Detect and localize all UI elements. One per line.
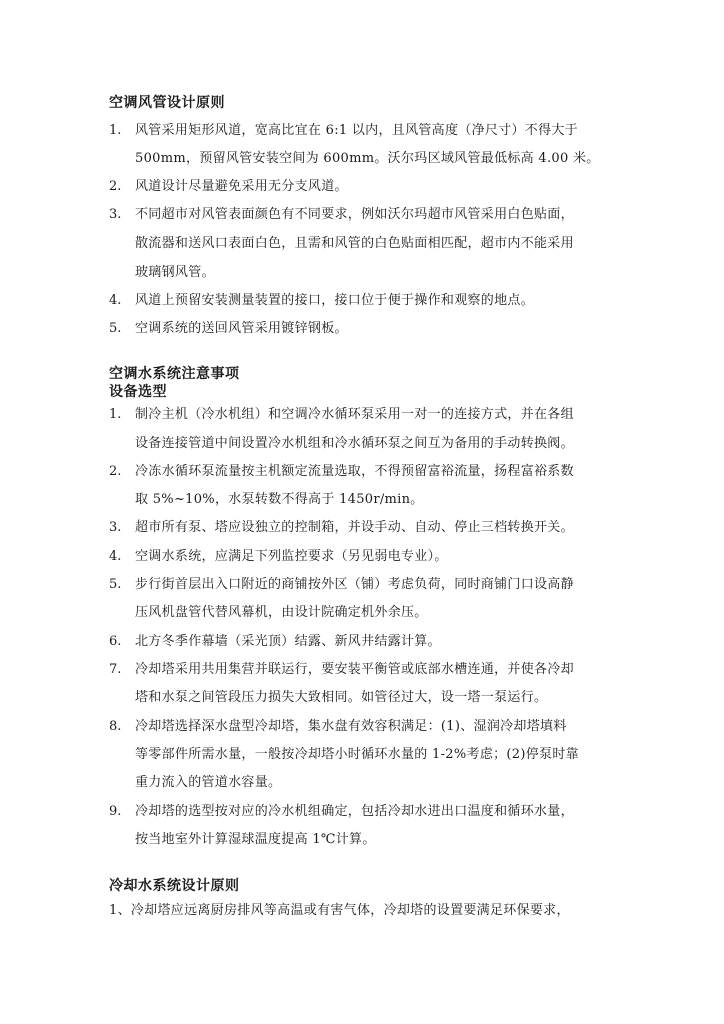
list-text: 500mm，预留风管安装空间为 600mm。沃尔玛区域风管最低标高 4.00 米。	[135, 151, 600, 166]
list-number: 1.	[109, 407, 122, 422]
list-number: 1.	[109, 123, 122, 138]
list-text: 塔和水泵之间管段压力损失大致相同。如管径过大，设一塔一泵运行。	[135, 690, 548, 705]
list-text: 等零部件所需水量，一般按冷却塔小时循环水量的 1-2%考虑；(2)停泵时靠	[135, 747, 579, 762]
list-number: 3.	[109, 520, 122, 535]
list-number: 9.	[109, 804, 122, 819]
list-number: 5.	[109, 577, 122, 592]
section-subtitle-equipment: 设备选型	[109, 384, 167, 400]
list-text: 取 5%~10%，水泵转数不得高于 1450r/min。	[135, 492, 424, 507]
list-text: 步行街首层出入口附近的商铺按外区（铺）考虑负荷，同时商铺门口设高静	[135, 577, 574, 592]
list-text: 冷却塔的选型按对应的冷水机组确定，包括冷却水进出口温度和循环水量，	[135, 804, 574, 819]
list-text: 风道设计尽量避免采用无分支风道。	[135, 179, 348, 194]
list-text: 玻璃钢风管。	[135, 265, 215, 280]
paragraph-cooling: 1、冷却塔应远离厨房排风等高温或有害气体，冷却塔的设置要满足环保要求，	[109, 903, 570, 918]
list-text: 冷却塔采用共用集营并联运行，要安装平衡管或底部水槽连通，并使各冷却	[135, 662, 574, 677]
list-text: 冷却塔选择深水盘型冷却塔，集水盘有效容积满足：(1)、湿润冷却塔填料	[135, 719, 567, 734]
list-number: 8.	[109, 719, 122, 734]
list-number: 4.	[109, 549, 122, 564]
list-text: 空调系统的送回风管采用镀锌钢板。	[135, 321, 348, 336]
list-number: 3.	[109, 207, 122, 222]
section-title-duct: 空调风管设计原则	[109, 95, 225, 111]
list-text: 北方冬季作幕墙（采光顶）结露、新风井结露计算。	[135, 634, 441, 649]
list-text: 制冷主机（冷水机组）和空调冷水循环泵采用一对一的连接方式，并在各组	[135, 407, 574, 422]
list-number: 2.	[109, 179, 122, 194]
list-text: 冷冻水循环泵流量按主机额定流量选取，不得预留富裕流量，扬程富裕系数	[135, 464, 574, 479]
list-text: 不同超市对风管表面颜色有不同要求，例如沃尔玛超市风管采用白色贴面，	[135, 207, 574, 222]
list-text: 超市所有泵、塔应设独立的控制箱，并设手动、自动、停止三档转换开关。	[135, 520, 574, 535]
list-text: 散流器和送风口表面白色，且需和风管的白色贴面相匹配，超市内不能采用	[135, 236, 574, 251]
list-text: 风管采用矩形风道，宽高比宜在 6:1 以内，且风管高度（净尺寸）不得大于	[135, 123, 578, 138]
list-text: 压风机盘管代替风幕机，由设计院确定机外余压。	[135, 605, 428, 620]
list-number: 6.	[109, 634, 122, 649]
list-text: 重力流入的管道水容量。	[135, 775, 282, 790]
list-number: 4.	[109, 293, 122, 308]
list-text: 设备连接管道中间设置冷水机组和冷水循环泵之间互为备用的手动转换阀。	[135, 436, 574, 451]
list-number: 2.	[109, 464, 122, 479]
list-number: 5.	[109, 321, 122, 336]
section-title-cooling: 冷却水系统设计原则	[109, 878, 240, 894]
list-text: 风道上预留安装测量装置的接口，接口位于便于操作和观察的地点。	[135, 293, 535, 308]
list-text: 空调水系统，应满足下列监控要求（另见弱电专业）。	[135, 549, 448, 564]
list-number: 7.	[109, 662, 122, 677]
section-title-water: 空调水系统注意事项	[109, 366, 240, 382]
list-text: 按当地室外计算湿球温度提高 1℃计算。	[135, 832, 376, 847]
